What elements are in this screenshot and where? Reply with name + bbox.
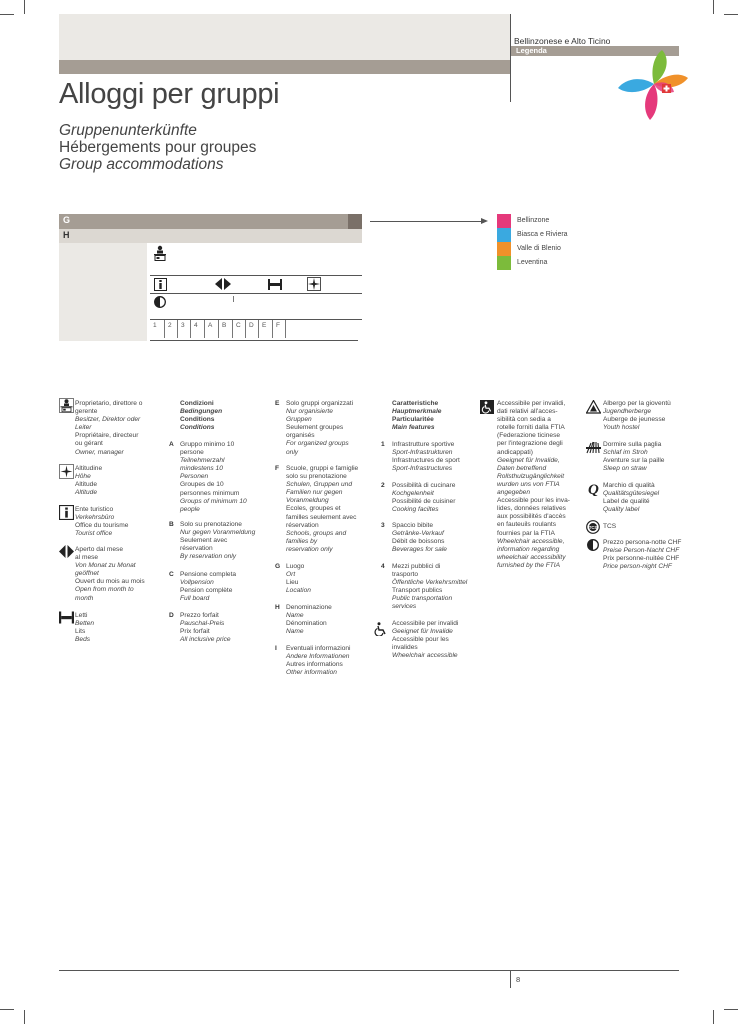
features-heading [392, 400, 441, 432]
condition-line: Prezzo forfait [180, 612, 219, 619]
header-band [59, 14, 510, 60]
straw-line: Schlaf im Stroh [603, 449, 648, 457]
condition-line: By reservation only [180, 553, 237, 561]
legend-tourist-line: Office du tourisme [75, 522, 129, 530]
condition-line: Familien nur gegen [286, 489, 343, 497]
condition-line: Solo gruppi organizzati [286, 400, 354, 407]
crop-mark [713, 0, 714, 14]
condition-line: Nur organisierte [286, 408, 333, 416]
grid-cell: F [272, 320, 286, 338]
price-line: Price person-night CHF [603, 563, 672, 571]
condition-line: only [286, 448, 299, 456]
condition-key: F [275, 465, 280, 472]
region-swatch-blenio [497, 242, 511, 256]
condition-line: For organized groups [286, 440, 349, 448]
region-swatch-biasca [497, 228, 511, 242]
feature-line: Kochgelenheit [392, 490, 434, 498]
legend-beds-line: Betten [75, 620, 95, 628]
legend-open-text [75, 546, 145, 603]
condition-line: Teilnehmerzahl [180, 457, 225, 465]
feature-line: trasporto [392, 571, 419, 579]
crop-mark [724, 14, 738, 15]
ftia-line: Rollsthulzugänglichkeit [497, 472, 565, 480]
tcs-icon [586, 520, 600, 534]
price-line: Prix personne-nuitée CHF [603, 555, 680, 563]
ftia-line: Wheelchair accessible, [497, 537, 565, 545]
condition-line: familles seulement avec [286, 513, 357, 521]
feature-line: Sport-Infrastructures [392, 465, 453, 473]
diagram-rule [150, 275, 362, 276]
row-h-bar [59, 229, 362, 243]
tcs-line: TCS [603, 523, 617, 530]
ftia-line: sibilità con sedia a [497, 416, 551, 424]
feature-line: Spaccio bibite [392, 522, 434, 529]
open-months-icon [215, 278, 231, 290]
ftia-line: per l'integrazione degli [497, 440, 563, 448]
legend-open-line: Ouvert du mois au mois [75, 578, 145, 586]
legend-owner-line: ou gérant [75, 440, 103, 448]
legend-open-line: month [75, 594, 94, 602]
arrow-line [370, 221, 482, 222]
youth-hostel-icon [586, 400, 601, 414]
footer-divider [510, 970, 511, 988]
grid-cell: 2 [164, 320, 177, 338]
feature-line: Sport-Infrastrukturen [392, 449, 453, 457]
price-text [603, 539, 681, 571]
conditions-heading-line: Conditions [180, 424, 215, 432]
condition-line: organisés [286, 432, 315, 440]
region-swatch-leventina [497, 256, 511, 270]
owner-icon [59, 398, 74, 413]
price-icon [587, 539, 599, 551]
legend-tourist-text [75, 506, 128, 538]
condition-line: Name [286, 612, 304, 620]
subtitle-en: Group accommodations [59, 156, 224, 173]
diagram-rule [150, 293, 362, 294]
feature-line: Débit de boissons [392, 538, 445, 546]
ftia-line: Accessibile per invalidi, [497, 400, 566, 407]
condition-line: Lieu [286, 579, 299, 587]
condition-line: Gruppen [286, 416, 312, 424]
grid-cell: D [245, 320, 258, 338]
feature-key: 1 [381, 441, 385, 448]
condition-key: H [275, 604, 280, 611]
feature-line: Cooking faciltes [392, 506, 439, 514]
row-image-area [59, 243, 147, 341]
legend-tourist-line: Tourist office [75, 530, 113, 538]
condition-line: personnes minimum [180, 489, 240, 497]
condition-line: Schulen, Gruppen und [286, 481, 352, 489]
conditions-heading-line: Conditions [180, 416, 215, 424]
condition-line: Solo su prenotazione [180, 521, 242, 528]
arrow-head-icon [481, 218, 488, 224]
crop-mark [24, 0, 25, 14]
condition-line: Pension complète [180, 587, 233, 595]
grid-cell: 1 [153, 322, 157, 329]
ftia-line: Geeignet für Invalide, [497, 456, 560, 464]
condition-line: Personen [180, 473, 209, 481]
condition-line: Name [286, 628, 304, 636]
youth-hostel-text [603, 400, 671, 432]
price-icon [154, 296, 166, 308]
legend-owner-line: Owner, manager [75, 448, 124, 456]
feature-line: Getränke-Verkauf [392, 530, 444, 538]
feature-line: services [392, 603, 417, 611]
condition-line: Ecoles, groupes et [286, 505, 341, 513]
tourist-office-icon [154, 278, 167, 291]
legend-beds-line: Beds [75, 636, 91, 644]
region-title: Bellinzonese e Alto Ticino [514, 36, 611, 46]
condition-line: All inclusive price [180, 636, 231, 644]
condition-line: Andere Informationen [286, 653, 350, 661]
legend-beds-line: Letti [75, 612, 88, 619]
condition-line: mindestens 10 [180, 465, 223, 473]
ftia-line: Daten betreffend [497, 464, 547, 472]
condition-line: Denominazione [286, 604, 332, 611]
ftia-line: furnished by the FTIA [497, 561, 561, 569]
condition-line: Pensione completa [180, 571, 237, 578]
beds-icon [59, 610, 74, 625]
feature-line: Öffentliche Verkehrsmittel [392, 579, 468, 587]
tourist-office-icon [59, 505, 74, 520]
legend-tourist-line: Ente turistico [75, 506, 114, 513]
feature-line: Public transportation [392, 595, 453, 603]
price-line: Prezzo persona-notte CHF [603, 539, 682, 546]
owner-icon [153, 245, 167, 261]
wheelchair-icon [374, 622, 388, 636]
legend-open-line: Aperto dal mese [75, 546, 124, 553]
grid-cell: 3 [177, 320, 190, 338]
crop-mark [0, 14, 14, 15]
feature-line: Infrastructures de sport [392, 457, 460, 465]
legend-altitude-line: Altitudine [75, 465, 103, 472]
ftia-line: rotelle forniti dalla FTIA [497, 424, 565, 432]
ftia-line: (Federazione ticinese [497, 432, 561, 440]
grid-cell: E [258, 320, 272, 338]
condition-line: Prix forfait [180, 628, 210, 636]
straw-line: Aventure sur la paille [603, 457, 665, 465]
crop-mark [24, 1010, 25, 1024]
condition-line: people [180, 505, 200, 513]
features-heading-line: Main features [392, 424, 435, 432]
ftia-line: wheelchair accessibility [497, 553, 566, 561]
condition-line: Nur gegen Voranmeldung [180, 529, 256, 537]
conditions-heading-line: Condizioni [180, 400, 214, 407]
conditions-heading [180, 400, 222, 432]
features-heading-line: Caratteristiche [392, 400, 439, 407]
subtitle-fr: Hébergements pour groupes [59, 139, 257, 156]
region-swatch-bellinzone [497, 214, 511, 228]
ftia-line: Accessible pour les inva- [497, 497, 570, 505]
ticino-logo [614, 48, 692, 122]
ftia-line: lides, données relatives [497, 505, 566, 513]
feature-line: Infrastrutture sportive [392, 441, 455, 448]
condition-line: persone [180, 449, 204, 457]
footer-rule [59, 970, 679, 971]
crop-mark [724, 1009, 738, 1010]
feature-line: Possibilità di cucinare [392, 482, 456, 489]
legend-altitude-text [75, 465, 102, 497]
header-bar [59, 60, 510, 74]
page-title: Alloggi per gruppi [59, 78, 280, 110]
legend-beds-line: Lits [75, 628, 86, 636]
tcs-text [603, 523, 616, 531]
page-number: 8 [516, 975, 521, 984]
altitude-icon [307, 277, 321, 291]
straw-icon [586, 441, 601, 454]
open-months-icon [59, 544, 74, 559]
straw-text [603, 441, 664, 473]
ftia-line: wurden uns von FTIA [497, 480, 560, 488]
condition-line: Full board [180, 595, 210, 603]
legend-altitude-line: Altitude [75, 489, 97, 497]
grid-cell: C [232, 320, 245, 338]
quality-line: Quality label [603, 506, 640, 514]
quality-label-icon [586, 481, 601, 496]
legend-owner-line: Propriétaire, directeur [75, 432, 139, 440]
condition-line: Other information [286, 669, 337, 677]
legend-beds-text [75, 612, 94, 644]
row-g-bar [59, 214, 348, 229]
svg-text:TCS: TCS [588, 524, 598, 530]
condition-line: Scuole, gruppi e famiglie [286, 465, 359, 472]
ftia-line: dati relativi all'acces- [497, 408, 558, 416]
legend-owner-line: Besitzer, Direktor oder [75, 416, 141, 424]
ftia-wheelchair-icon [480, 400, 494, 414]
condition-line: Seulement avec [180, 537, 228, 545]
condition-line: réservation [286, 521, 319, 529]
condition-line: réservation [180, 545, 213, 553]
feature-line: Mezzi pubblici di [392, 563, 441, 570]
condition-line: Schools, groups and [286, 529, 347, 537]
feature-key: 3 [381, 522, 385, 529]
condition-key: C [169, 571, 174, 578]
condition-line: Dénomination [286, 620, 327, 628]
legend-altitude-line: Altitude [75, 481, 97, 489]
region-name-bellinzone: Bellinzone [517, 217, 550, 224]
region-name-blenio: Valle di Blenio [517, 245, 561, 252]
features-heading-line: Hauptmerkmale [392, 408, 442, 416]
crop-mark [0, 1009, 14, 1010]
wheelchair-text [392, 620, 458, 660]
altitude-icon [59, 464, 74, 479]
feature-key: 2 [381, 482, 385, 489]
condition-key: A [169, 441, 174, 448]
wheelchair-line: Accessible pour les [392, 636, 449, 644]
condition-line: Seulement groupes [286, 424, 344, 432]
ftia-line: information regarding [497, 545, 560, 553]
grid-rule [150, 340, 358, 341]
grid-cell: 4 [190, 320, 204, 338]
straw-line: Dormire sulla paglia [603, 441, 662, 448]
youth-hostel-line: Auberge de jeunesse [603, 416, 666, 424]
crop-mark [713, 1010, 714, 1024]
feature-line: Transport publics [392, 587, 443, 595]
legend-open-line: al mese [75, 554, 99, 562]
svg-text:Q: Q [588, 482, 599, 496]
condition-line: Location [286, 587, 311, 595]
condition-line: solo su prenotazione [286, 473, 347, 481]
condition-line: Pauschal-Preis [180, 620, 225, 628]
quality-line: Label de qualité [603, 498, 650, 506]
feature-line: Possibilité de cuisiner [392, 498, 456, 506]
ftia-line: en fauteuils roulants [497, 521, 557, 529]
beds-icon [268, 279, 282, 290]
condition-line: Ort [286, 571, 296, 579]
region-name-biasca: Biasca e Riviera [517, 231, 568, 238]
legend-owner-line: Proprietario, direttore o [75, 400, 143, 407]
youth-hostel-line: Jugendherberge [603, 408, 652, 416]
ftia-line: andicappati) [497, 448, 533, 456]
condition-line: Gruppo minimo 10 [180, 441, 235, 448]
legend-owner-line: Leiter [75, 424, 92, 432]
ftia-line: aux possibilités d'accès [497, 513, 566, 521]
features-heading-line: Particularitée [392, 416, 434, 424]
header-rule [510, 14, 511, 102]
feature-line: Beverages for sale [392, 546, 447, 554]
condition-line: Groupes de 10 [180, 481, 224, 489]
condition-key: B [169, 521, 174, 528]
legend-open-line: Open from month to [75, 586, 134, 594]
legend-owner-text [75, 400, 142, 457]
condition-line: families by [286, 537, 318, 545]
region-name-leventina: Leventina [517, 259, 548, 266]
ftia-line: fournies par la FTIA [497, 529, 555, 537]
condition-line: Autres informations [286, 661, 343, 669]
straw-line: Sleep on straw [603, 465, 647, 473]
condition-key: I [275, 645, 277, 652]
condition-line: Vollpension [180, 579, 214, 587]
wheelchair-line: Accessibile per invalidi [392, 620, 459, 627]
quality-label-text [603, 482, 659, 514]
section-label: Legenda [516, 46, 547, 55]
legend-open-line: Von Monat zu Monat [75, 562, 136, 570]
condition-key: E [275, 400, 280, 407]
youth-hostel-line: Albergo per la gioventù [603, 400, 671, 407]
feature-grid [150, 320, 358, 341]
subtitle-de: Gruppenunterkünfte [59, 122, 197, 139]
price-line: Preise Person-Nacht CHF [603, 547, 680, 555]
feature-key: 4 [381, 563, 385, 570]
condition-line: Eventuali informazioni [286, 645, 351, 652]
wheelchair-line: Wheelchair accessible [392, 652, 458, 660]
row-g-label: G [63, 215, 71, 225]
grid-cell: A [204, 320, 218, 338]
conditions-heading-line: Bedingungen [180, 408, 223, 416]
wheelchair-line: Geeignet für Invalide [392, 628, 453, 636]
condition-line: Luogo [286, 563, 305, 570]
condition-line: Groups of minimum 10 [180, 497, 247, 505]
quality-line: Qualitätsgütesiegel [603, 490, 660, 498]
youth-hostel-line: Youth hostel [603, 424, 640, 432]
ftia-line: angegeben [497, 489, 531, 497]
grid-cell: B [218, 320, 232, 338]
condition-key: G [275, 563, 281, 570]
diagram-tick [233, 296, 234, 302]
legend-owner-line: gerente [75, 408, 98, 416]
legend-tourist-line: Verkehrsbüro [75, 514, 115, 522]
legend-open-line: geöffnet [75, 570, 99, 578]
condition-line: reservation only [286, 545, 333, 553]
ftia-text [497, 400, 570, 570]
condition-line: Voranmeldung [286, 497, 329, 505]
condition-key: D [169, 612, 174, 619]
row-h-label: H [63, 230, 70, 240]
quality-line: Marchio di qualità [603, 482, 655, 489]
legend-altitude-line: Höhe [75, 473, 91, 481]
row-g-marker [348, 214, 362, 229]
wheelchair-line: invalides [392, 644, 418, 652]
